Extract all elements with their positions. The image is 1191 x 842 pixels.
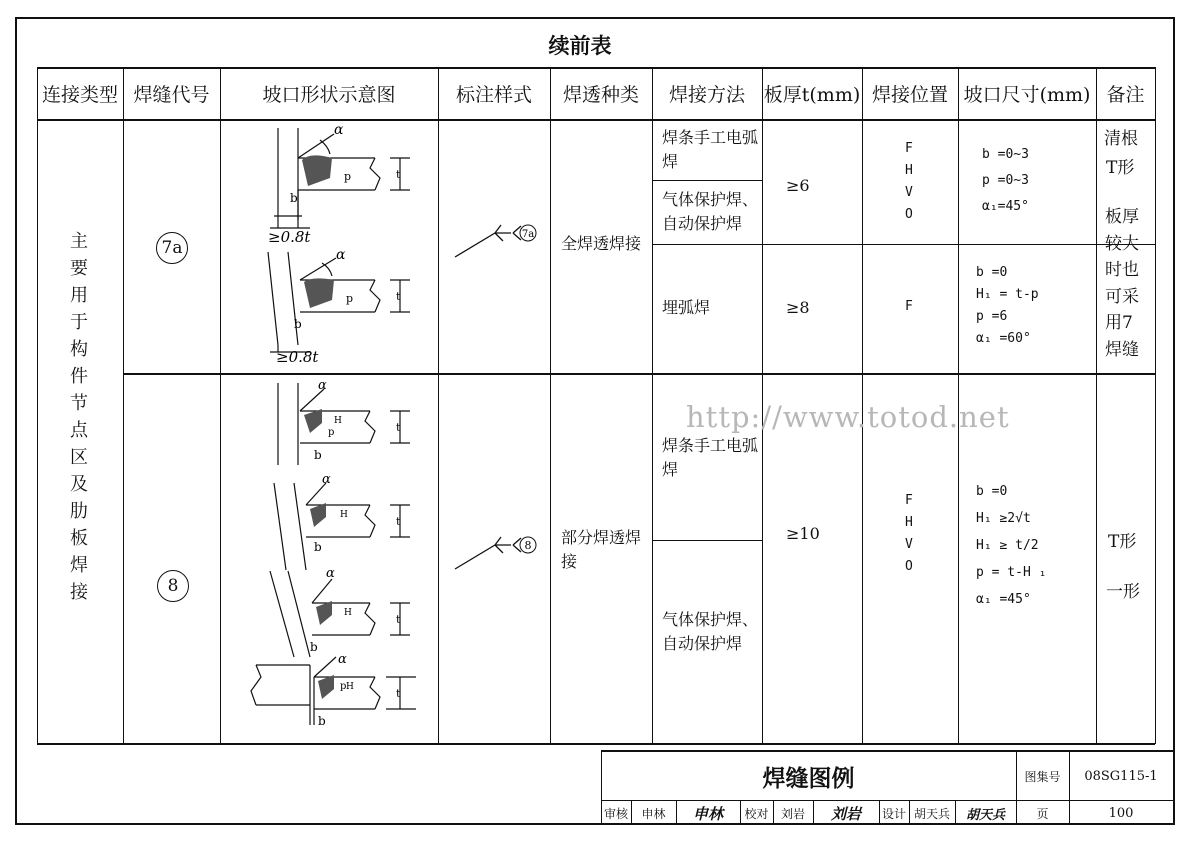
weld-code-8: 8: [157, 570, 189, 602]
tb-mid: [601, 800, 1173, 801]
position-8: F H V O: [905, 493, 913, 574]
header-remark: 备注: [1106, 83, 1145, 106]
weld-symbol-7a: [455, 225, 545, 265]
tb-reviewer: 申林: [641, 806, 666, 821]
sketch8-t-1: t: [396, 421, 401, 434]
groove-p: p = t-H ₁: [976, 565, 1047, 580]
tb-reviewer-sign: 申林: [692, 804, 723, 823]
thickness-8: ≥10: [786, 524, 820, 543]
remark-t-shape-2: T形: [1108, 532, 1137, 552]
groove-h1-half: H₁ ≥ t/2: [976, 538, 1039, 553]
table-title: 续前表: [548, 33, 612, 58]
header-penetration: 焊透种类: [562, 83, 639, 106]
sketch-t-label-2: t: [396, 290, 401, 303]
sketch8-h-1: H: [334, 416, 342, 426]
groove-size-7a-1: [982, 142, 1092, 220]
tb-checker-sign: 刘岩: [830, 804, 861, 823]
groove-sketch-8: [230, 375, 430, 745]
groove-alpha: α₁ =45°: [976, 592, 1031, 607]
sketch8-p-1: p: [328, 427, 335, 438]
sketch8-p-4: p: [340, 681, 347, 692]
sketch8-t-2: t: [396, 515, 401, 528]
sketch-alpha-label-2: α: [336, 247, 346, 263]
groove-p: p =6: [976, 309, 1008, 324]
sketch-min-weld-2: ≥0.8t: [276, 348, 319, 366]
thickness-7a-2: ≥8: [786, 298, 810, 317]
sketch8-t-4: t: [396, 687, 401, 700]
remark-butt-shape: 一形: [1106, 582, 1140, 602]
tb-page-label: 页: [1036, 806, 1049, 821]
col-line-0: [37, 67, 38, 744]
header-bottom-border: [37, 119, 1155, 121]
sketch-p-label-2: p: [346, 292, 354, 305]
sketch-b-label-2: b: [294, 317, 302, 331]
weld-symbol-8-label: 8: [524, 539, 532, 552]
groove-b: b =0~3: [982, 147, 1029, 162]
col-line-5: [652, 67, 653, 744]
groove-b: b =0: [976, 484, 1008, 499]
method-divider-2: [652, 244, 1096, 245]
header-connection-type: 连接类型: [41, 83, 118, 106]
col-line-3: [438, 67, 439, 744]
groove-alpha: α₁ =60°: [976, 331, 1031, 346]
tb-designer-sign: 胡天兵: [965, 807, 1005, 823]
groove-size-7a-2: [976, 262, 1091, 350]
weld-symbol-8: [455, 537, 545, 577]
sketch8-h-4: H: [346, 682, 354, 692]
thickness-7a-1: ≥6: [786, 176, 810, 195]
tb-check-label: 校对: [744, 806, 769, 821]
sketch8-alpha-4: α: [338, 652, 347, 667]
groove-h1: H₁ = t-p: [976, 287, 1039, 302]
position-7a-2: F: [905, 299, 913, 314]
sketch8-alpha-3: α: [326, 566, 335, 581]
header-weld-code: 焊缝代号: [133, 83, 210, 106]
tb-atlas-no: 08SG115-1: [1084, 768, 1158, 784]
sketch8-h-3: H: [344, 608, 352, 618]
col-line-4: [550, 67, 551, 744]
col-line-2: [220, 67, 221, 744]
sketch8-h-2: H: [340, 510, 348, 520]
method-gas-2: 气体保护焊、自动保护焊: [662, 610, 759, 653]
tb-designer: 胡天兵: [913, 806, 950, 821]
header-groove-sketch: 坡口形状示意图: [262, 83, 396, 106]
sketch8-t-3: t: [396, 613, 401, 626]
col-line-10: [1155, 67, 1156, 744]
groove-size-8: [976, 478, 1094, 613]
tb-design-label: 设计: [881, 806, 906, 821]
sketch8-b-1: b: [314, 448, 322, 462]
header-thickness: 板厚t(mm): [763, 83, 861, 106]
header-mark-style: 标注样式: [455, 83, 532, 106]
col-line-9: [1096, 67, 1097, 744]
sketch-t-label: t: [396, 168, 401, 181]
sketch8-alpha-1: α: [318, 378, 327, 393]
sketch8-b-4: b: [318, 714, 326, 728]
groove-alpha: α₁=45°: [982, 199, 1029, 214]
tb-atlas-label: 图集号: [1024, 769, 1061, 784]
sketch8-b-2: b: [314, 540, 322, 554]
groove-p: p =0~3: [982, 173, 1029, 188]
tb-review-label: 审核: [603, 806, 628, 821]
connection-type-text: 主要用于构件节点区及肋板焊接: [70, 231, 88, 603]
groove-sketch-7a: [230, 120, 430, 370]
tb-drawing-name: 焊缝图例: [762, 764, 855, 792]
method-smaw-1: 焊条手工电弧焊: [662, 128, 759, 171]
remark-t-shape-1: T形: [1106, 158, 1135, 178]
method-saw: 埋弧焊: [662, 298, 711, 317]
method-divider-1: [652, 180, 762, 181]
weld-symbol-7a-label: 7a: [521, 229, 535, 240]
method-smaw-2: 焊条手工电弧焊: [662, 436, 759, 479]
watermark: http://www.totod.net: [686, 400, 1010, 434]
header-method: 焊接方法: [668, 83, 745, 106]
method-gas-1: 气体保护焊、自动保护焊: [662, 190, 759, 233]
sketch-p-label: p: [344, 170, 352, 183]
sketch8-b-3: b: [310, 640, 318, 654]
remark-thick-plate: 板厚较大时也可采用7焊缝: [1105, 207, 1139, 360]
remark-clean-root: 清根: [1104, 129, 1138, 149]
groove-b: b =0: [976, 265, 1008, 280]
header-position: 焊接位置: [871, 83, 948, 106]
header-groove-size: 坡口尺寸(mm): [963, 83, 1091, 106]
position-7a-1: F H V O: [905, 141, 913, 222]
sketch8-alpha-2: α: [322, 472, 331, 487]
col-line-1: [123, 67, 124, 744]
penetration-full: 全焊透焊接: [561, 234, 642, 253]
sketch-min-weld-1: ≥0.8t: [268, 228, 311, 246]
tb-checker: 刘岩: [780, 806, 805, 821]
method-divider-3: [652, 540, 762, 541]
sketch-alpha-label: α: [334, 122, 344, 138]
weld-code-7a: 7a: [156, 232, 188, 264]
penetration-partial: 部分焊透焊接: [561, 528, 642, 571]
tb-page-no: 100: [1108, 805, 1134, 821]
table-bottom-border: [37, 743, 1155, 745]
groove-h1-min: H₁ ≥2√t: [976, 511, 1031, 526]
sketch-b-label: b: [290, 191, 298, 205]
